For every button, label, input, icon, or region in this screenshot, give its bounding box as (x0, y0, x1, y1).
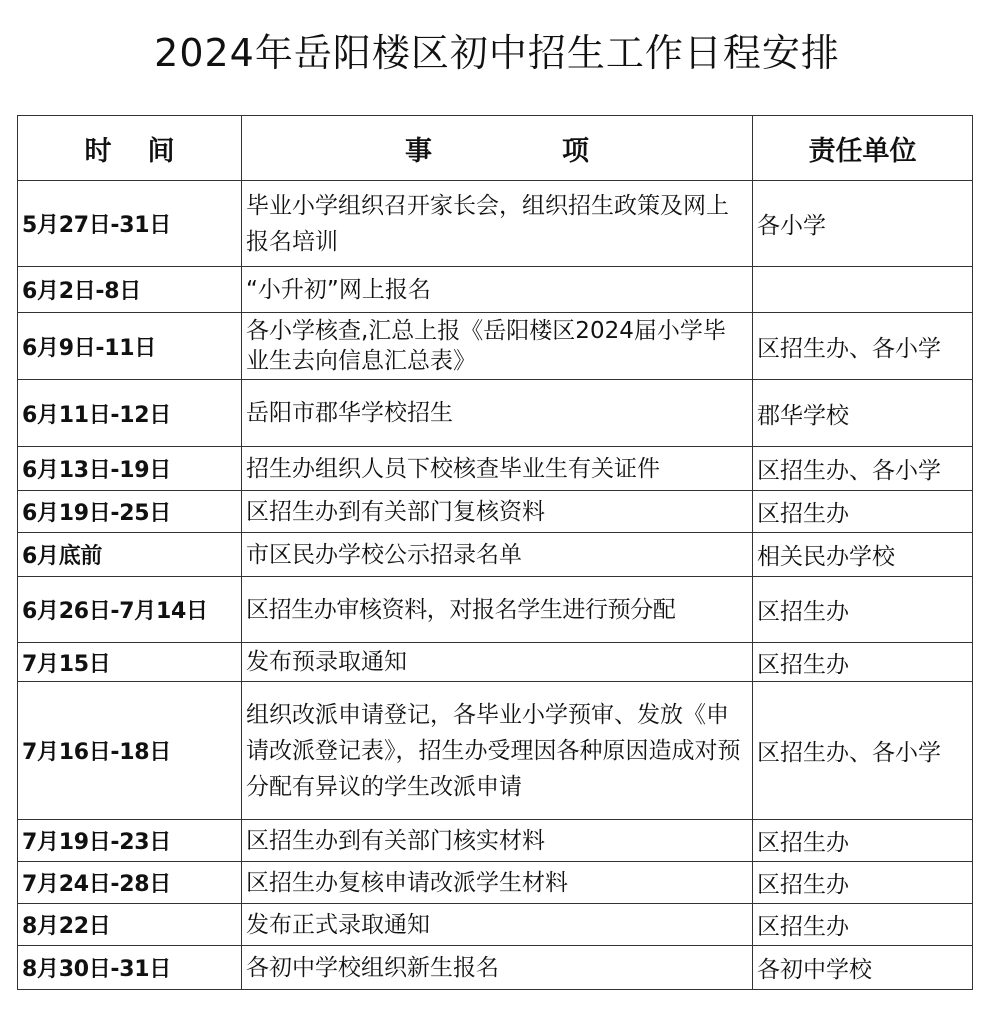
row-time: 5月27日-31日 (18, 181, 242, 267)
row-item: 招生办组织人员下校核查毕业生有关证件 (242, 447, 753, 491)
row-item: 区招生办到有关部门核实材料 (242, 820, 753, 862)
row-time: 6月11日-12日 (18, 380, 242, 447)
table-header-row (18, 116, 973, 181)
table-row (18, 682, 973, 820)
row-time: 6月底前 (18, 533, 242, 577)
row-unit: 各小学 (753, 181, 973, 267)
row-item: 各小学核查,汇总上报《岳阳楼区2024届小学毕业生去向信息汇总表》 (242, 313, 753, 380)
row-time: 8月30日-31日 (18, 946, 242, 990)
row-unit: 区招生办 (753, 820, 973, 862)
table-row (18, 533, 973, 577)
table-row (18, 862, 973, 904)
table-row (18, 447, 973, 491)
row-time: 7月24日-28日 (18, 862, 242, 904)
row-unit: 区招生办 (753, 862, 973, 904)
row-unit: 各初中学校 (753, 946, 973, 990)
table-row (18, 380, 973, 447)
row-time: 8月22日 (18, 904, 242, 946)
header-item-part-1: 事 (405, 135, 432, 167)
table-row (18, 577, 973, 643)
row-time: 6月13日-19日 (18, 447, 242, 491)
header-time-part-2: 间 (147, 135, 175, 167)
row-unit: 区招生办、各小学 (753, 682, 973, 820)
table-row (18, 313, 973, 380)
table-row (18, 643, 973, 682)
table-row (18, 267, 973, 313)
row-unit: 区招生办 (753, 577, 973, 643)
row-item: 组织改派申请登记，各毕业小学预审、发放《申请改派登记表》，招生办受理因各种原因造成对预分配有异议的学生改派申请 (242, 682, 753, 820)
page-title: 2024年岳阳楼区初中招生工作日程安排 (154, 31, 840, 75)
row-time: 6月2日-8日 (18, 267, 242, 313)
row-item: 发布预录取通知 (242, 643, 753, 682)
row-time: 6月19日-25日 (18, 491, 242, 533)
table-row (18, 491, 973, 533)
header-item-part-2: 项 (562, 135, 589, 167)
row-unit: 郡华学校 (753, 380, 973, 447)
row-item: 区招生办审核资料，对报名学生进行预分配 (242, 577, 753, 643)
row-time: 6月26日-7月14日 (18, 577, 242, 643)
row-item: 区招生办到有关部门复核资料 (242, 491, 753, 533)
schedule-table (17, 115, 973, 990)
row-unit: 区招生办 (753, 491, 973, 533)
table-row (18, 946, 973, 990)
row-time: 7月15日 (18, 643, 242, 682)
row-time: 6月9日-11日 (18, 313, 242, 380)
row-item: 发布正式录取通知 (242, 904, 753, 946)
header-item (242, 116, 753, 181)
row-item: 毕业小学组织召开家长会，组织招生政策及网上报名培训 (242, 181, 753, 267)
table-row (18, 181, 973, 267)
row-unit: 相关民办学校 (753, 533, 973, 577)
header-unit: 责任单位 (753, 116, 973, 181)
row-unit: 区招生办 (753, 643, 973, 682)
row-time: 7月19日-23日 (18, 820, 242, 862)
row-unit: 区招生办 (753, 904, 973, 946)
row-time: 7月16日-18日 (18, 682, 242, 820)
row-unit: 区招生办、各小学 (753, 313, 973, 380)
row-unit: 区招生办、各小学 (753, 447, 973, 491)
header-time (18, 116, 242, 181)
row-item: “小升初”网上报名 (242, 267, 753, 313)
table-row (18, 820, 973, 862)
row-item: 区招生办复核申请改派学生材料 (242, 862, 753, 904)
row-item: 岳阳市郡华学校招生 (242, 380, 753, 447)
row-unit (753, 267, 973, 313)
header-time-part-1: 时 (84, 135, 112, 167)
row-item: 市区民办学校公示招录名单 (242, 533, 753, 577)
row-item: 各初中学校组织新生报名 (242, 946, 753, 990)
table-row (18, 904, 973, 946)
